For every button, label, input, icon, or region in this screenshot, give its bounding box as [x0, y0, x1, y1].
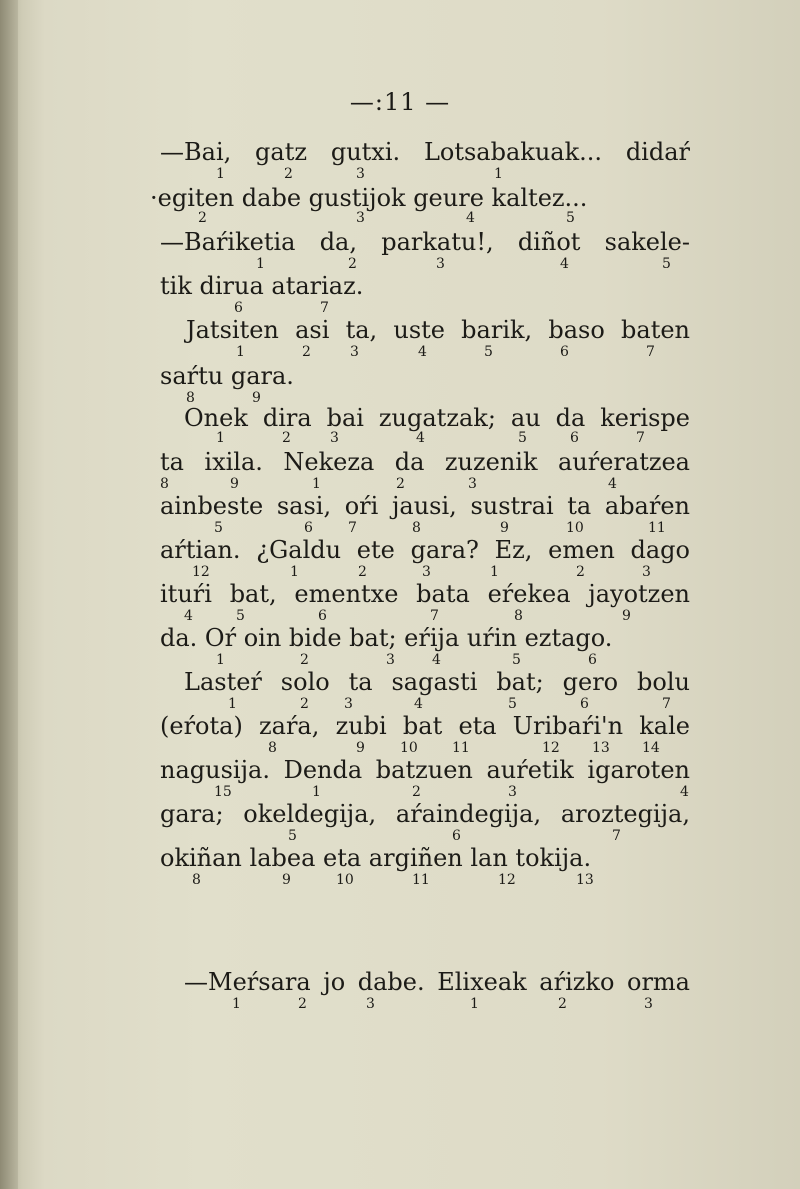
word-number: 12 — [498, 872, 516, 888]
word-number: 7 — [646, 344, 655, 360]
word-number: 13 — [576, 872, 594, 888]
word-number: 6 — [452, 828, 461, 844]
word-number: 3 — [330, 430, 339, 446]
text-line: tik dirua atariaz. — [160, 272, 364, 300]
word-number: 9 — [230, 476, 239, 492]
word-number: 9 — [622, 608, 631, 624]
word-number: 7 — [612, 828, 621, 844]
word-number: 3 — [508, 784, 517, 800]
word-number: 7 — [636, 430, 645, 446]
word-number: 6 — [318, 608, 327, 624]
word-number: 1 — [216, 430, 225, 446]
text-line: Lasteŕ solo ta sagasti bat; gero bolu — [184, 668, 690, 696]
word-number: 2 — [300, 652, 309, 668]
word-number: 8 — [268, 740, 277, 756]
text-line: nagusija. Denda batzuen auŕetik igaroten — [160, 756, 690, 784]
word-number: 2 — [558, 996, 567, 1012]
word-number: 2 — [412, 784, 421, 800]
text-line: (eŕota) zaŕa, zubi bat eta Uribaŕi'n kale — [160, 712, 690, 740]
word-number: 7 — [348, 520, 357, 536]
word-number: 3 — [386, 652, 395, 668]
word-number: 1 — [236, 344, 245, 360]
word-number: 3 — [356, 166, 365, 182]
word-number: 1 — [228, 696, 237, 712]
word-number: 12 — [542, 740, 560, 756]
text-line: aŕtian. ¿Galdu ete gara? Ez, emen dago — [160, 536, 690, 564]
word-number: 4 — [414, 696, 423, 712]
text-line: da. Oŕ oin bide bat; eŕija uŕin eztago. — [160, 624, 613, 652]
word-numbers — [160, 430, 690, 446]
text-line: ituŕi bat, ementxe bata eŕekea jayotzen — [160, 580, 690, 608]
word-number: 2 — [576, 564, 585, 580]
text-line: ta ixila. Nekeza da zuzenik auŕeratzea — [160, 448, 690, 476]
text-line: okiñan labea eta argiñen lan tokija. — [160, 844, 592, 872]
text-line: Jatsiten asi ta, uste barik, baso baten — [186, 316, 690, 344]
word-number: 2 — [282, 430, 291, 446]
word-number: 3 — [644, 996, 653, 1012]
word-number: 7 — [662, 696, 671, 712]
word-number: 5 — [288, 828, 297, 844]
word-numbers — [160, 300, 690, 316]
word-number: 1 — [470, 996, 479, 1012]
word-number: 4 — [608, 476, 617, 492]
text-line: gara; okeldegija, aŕaindegija, aroztegija, — [160, 800, 690, 828]
word-number: 4 — [416, 430, 425, 446]
word-number: 1 — [216, 652, 225, 668]
word-numbers — [160, 256, 690, 272]
word-number: 2 — [298, 996, 307, 1012]
text-line: ainbeste sasi, oŕi jausi, sustrai ta abaŕen — [160, 492, 690, 520]
word-number: 4 — [184, 608, 193, 624]
word-number: 6 — [580, 696, 589, 712]
word-number: 5 — [236, 608, 245, 624]
word-number: 1 — [290, 564, 299, 580]
word-number: 5 — [508, 696, 517, 712]
word-number: 3 — [436, 256, 445, 272]
word-number: 1 — [490, 564, 499, 580]
word-number: 11 — [648, 520, 666, 536]
text-line: —Bai, gatz gutxi. Lotsabakuak... didaŕ — [160, 138, 690, 166]
word-numbers — [160, 608, 690, 624]
word-number: 9 — [356, 740, 365, 756]
word-number: 3 — [468, 476, 477, 492]
word-number: 1 — [312, 784, 321, 800]
word-numbers — [160, 652, 690, 668]
word-number: 6 — [570, 430, 579, 446]
word-number: 3 — [422, 564, 431, 580]
word-numbers — [160, 996, 690, 1012]
word-number: 9 — [500, 520, 509, 536]
word-number: 2 — [396, 476, 405, 492]
word-number: 3 — [642, 564, 651, 580]
word-numbers — [160, 784, 690, 800]
page-binding-edge — [0, 0, 18, 1189]
word-number: 4 — [418, 344, 427, 360]
word-number: 6 — [234, 300, 243, 316]
word-number: 9 — [252, 390, 261, 406]
word-numbers — [160, 520, 690, 536]
word-number: 13 — [592, 740, 610, 756]
word-number: 8 — [186, 390, 195, 406]
word-number: 6 — [304, 520, 313, 536]
word-number: 5 — [214, 520, 223, 536]
word-number: 3 — [350, 344, 359, 360]
word-numbers — [160, 476, 690, 492]
word-numbers — [160, 740, 690, 756]
word-number: 7 — [320, 300, 329, 316]
word-number: 3 — [344, 696, 353, 712]
text-line: saŕtu gara. — [160, 362, 294, 390]
word-number: 1 — [494, 166, 503, 182]
text-line: —Meŕsara jo dabe. Elixeak aŕizko orma — [184, 968, 690, 996]
word-number: 3 — [356, 210, 365, 226]
word-numbers — [160, 696, 690, 712]
word-numbers — [160, 564, 690, 580]
word-number: 1 — [216, 166, 225, 182]
word-number: 1 — [256, 256, 265, 272]
text-line: Onek dira bai zugatzak; au da kerispe — [184, 404, 690, 432]
word-numbers — [160, 210, 690, 226]
word-numbers — [160, 166, 690, 182]
word-number: 5 — [518, 430, 527, 446]
word-number: 7 — [430, 608, 439, 624]
word-number: 9 — [282, 872, 291, 888]
word-numbers — [160, 872, 690, 888]
word-number: 15 — [214, 784, 232, 800]
word-number: 5 — [662, 256, 671, 272]
word-number: 2 — [300, 696, 309, 712]
word-number: 1 — [232, 996, 241, 1012]
word-number: 4 — [560, 256, 569, 272]
word-number: 6 — [560, 344, 569, 360]
word-number: 8 — [412, 520, 421, 536]
word-number: 11 — [412, 872, 430, 888]
word-number: 2 — [302, 344, 311, 360]
word-number: 2 — [348, 256, 357, 272]
word-number: 12 — [192, 564, 210, 580]
word-number: 10 — [400, 740, 418, 756]
word-number: 11 — [452, 740, 470, 756]
text-line: ·egiten dabe gustijok geure kaltez... — [150, 184, 588, 212]
word-number: 14 — [642, 740, 660, 756]
word-number: 4 — [680, 784, 689, 800]
word-number: 10 — [566, 520, 584, 536]
text-line: —Baŕiketia da, parkatu!, diñot sakele- — [160, 228, 690, 256]
page-number: —:11 — — [349, 88, 451, 116]
word-number: 8 — [160, 476, 169, 492]
word-number: 5 — [566, 210, 575, 226]
word-number: 5 — [484, 344, 493, 360]
word-number: 2 — [284, 166, 293, 182]
word-numbers — [160, 828, 690, 844]
word-number: 3 — [366, 996, 375, 1012]
word-number: 6 — [588, 652, 597, 668]
word-number: 5 — [512, 652, 521, 668]
word-number: 2 — [358, 564, 367, 580]
word-number: 2 — [198, 210, 207, 226]
word-number: 8 — [514, 608, 523, 624]
word-numbers — [160, 344, 690, 360]
word-number: 10 — [336, 872, 354, 888]
word-number: 1 — [312, 476, 321, 492]
word-number: 4 — [466, 210, 475, 226]
word-number: 8 — [192, 872, 201, 888]
word-number: 4 — [432, 652, 441, 668]
